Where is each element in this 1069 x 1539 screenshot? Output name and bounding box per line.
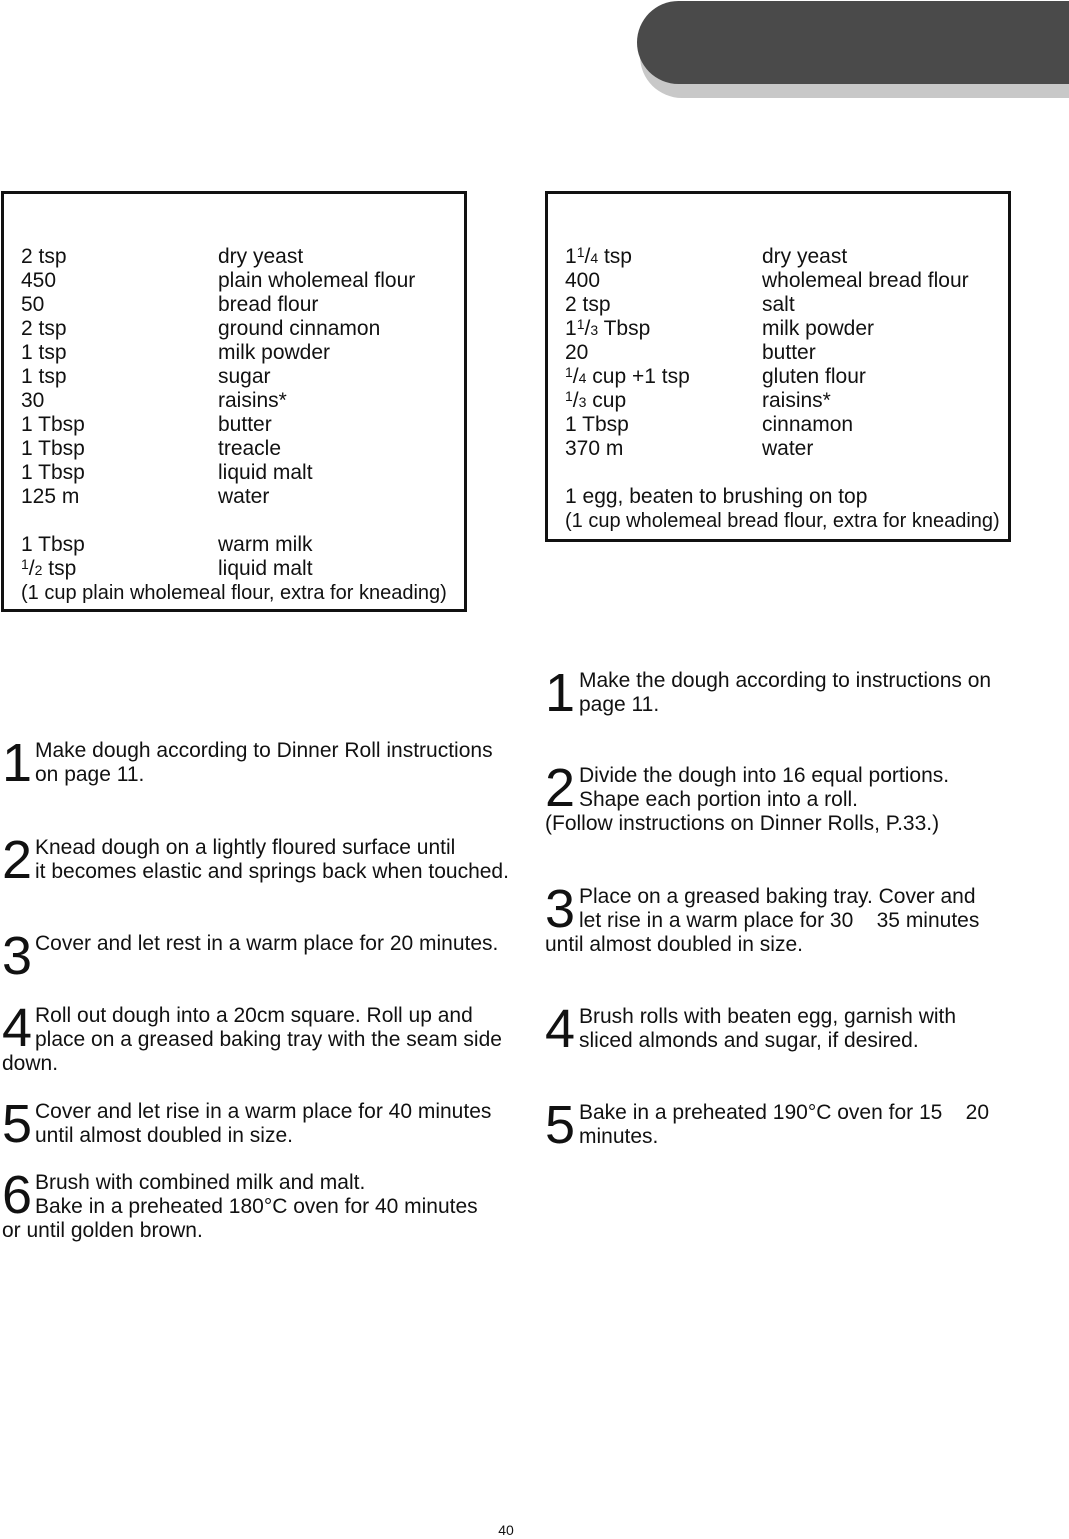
right-step-4 [545, 999, 1045, 1059]
step-text-line: (Follow instructions on Dinner Rolls, P.33.) [545, 812, 940, 835]
fraction-denominator: 4 [590, 250, 599, 266]
left-ingredient-box [1, 191, 467, 612]
quantity-text: 1 Tbsp [21, 437, 85, 460]
right-step-1 [545, 663, 1045, 723]
ingredient-quantity [565, 413, 629, 437]
ingredient-name: plain wholemeal flour [218, 269, 416, 292]
step-number: 3 [545, 879, 576, 939]
ingredient-row [21, 245, 461, 269]
ingredient-extra-line: 1 egg, beaten to brushing on top [565, 485, 868, 508]
right-ingredient-box [545, 191, 1011, 542]
step-text-line: on page 11. [35, 763, 145, 786]
step-text-line: Bake in a preheated 180°C oven for 40 minutes [35, 1195, 478, 1218]
quantity-text: cup +1 tsp [586, 365, 690, 388]
step-number: 2 [545, 758, 576, 818]
blank-row [21, 509, 461, 533]
step-number: 1 [545, 663, 576, 723]
left-ingredient-rows [21, 245, 461, 581]
right-ingredient-list [565, 245, 1005, 533]
ingredient-quantity [565, 245, 632, 270]
ingredient-quantity [21, 413, 85, 437]
quantity-text: 1 tsp [21, 341, 67, 364]
step-text-line: Bake in a preheated 190°C oven for 15 20 [579, 1101, 990, 1124]
quantity-text: 1 Tbsp [21, 533, 85, 556]
quantity-text: 1 [565, 245, 577, 268]
step-text-line: Shape each portion into a roll. [579, 788, 859, 811]
quantity-text: 1 [565, 317, 577, 340]
ingredient-row [21, 461, 461, 485]
quantity-text: 370 m [565, 437, 624, 460]
step-text-line: minutes. [579, 1125, 659, 1148]
ingredient-row [21, 341, 461, 365]
ingredient-name: treacle [218, 437, 282, 460]
ingredient-row [565, 365, 1005, 389]
step-text-line: sliced almonds and sugar, if desired. [579, 1029, 919, 1052]
step-text-line: Cover and let rise in a warm place for 40 minutes [35, 1100, 492, 1123]
ingredient-quantity [21, 341, 67, 365]
quantity-text: tsp [42, 557, 77, 580]
ingredient-quantity [21, 461, 85, 485]
quantity-text: / [572, 365, 579, 388]
ingredient-note: (1 cup plain wholemeal flour, extra for kneading) [21, 582, 447, 604]
ingredient-row [21, 533, 461, 557]
ingredient-name: milk powder [762, 317, 875, 340]
step-text-line: or until golden brown. [2, 1219, 203, 1242]
ingredient-quantity [21, 365, 67, 389]
ingredient-name: liquid malt [218, 461, 313, 484]
ingredient-row [565, 245, 1005, 269]
ingredient-name: wholemeal bread flour [762, 269, 969, 292]
ingredient-name: cinnamon [762, 413, 854, 436]
ingredient-quantity [565, 389, 626, 414]
ingredient-row [565, 341, 1005, 365]
fraction-numerator: 1 [21, 556, 29, 572]
ingredient-quantity [565, 269, 600, 293]
quantity-text: 1 tsp [21, 365, 67, 388]
ingredient-row [565, 269, 1005, 293]
ingredient-quantity [21, 293, 44, 317]
quantity-text: cup [586, 389, 627, 412]
ingredient-name: bread flour [218, 293, 319, 316]
ingredient-name: butter [762, 341, 816, 364]
quantity-text: 2 tsp [21, 317, 67, 340]
ingredient-quantity [565, 365, 690, 390]
step-text-line: down. [2, 1052, 59, 1075]
quantity-text: / [28, 557, 35, 580]
quantity-text: / [584, 317, 591, 340]
step-text-line: it becomes elastic and springs back when touched. [35, 860, 509, 883]
ingredient-name: salt [762, 293, 795, 316]
ingredient-row [565, 317, 1005, 341]
left-step-3 [2, 926, 522, 986]
ingredient-note: (1 cup wholemeal bread flour, extra for kneading) [565, 510, 1000, 532]
ingredient-name: dry yeast [218, 245, 304, 268]
ingredient-quantity [21, 389, 44, 413]
header-tab [637, 1, 1069, 84]
quantity-text: / [584, 245, 591, 268]
ingredient-name: raisins* [218, 389, 287, 412]
ingredient-row [21, 365, 461, 389]
ingredient-quantity [21, 533, 85, 557]
step-text-line: Brush with combined milk and malt. [35, 1171, 366, 1194]
fraction-numerator: 1 [576, 316, 585, 332]
step-text-line: Roll out dough into a 20cm square. Roll up and [35, 1004, 473, 1027]
quantity-text: 50 [21, 293, 45, 316]
ingredient-quantity [565, 341, 588, 365]
ingredient-name: liquid malt [218, 557, 313, 580]
step-text-line: let rise in a warm place for 30 35 minutes [579, 909, 980, 932]
quantity-text: 2 tsp [21, 245, 67, 268]
left-step-4 [2, 998, 522, 1076]
ingredient-row [565, 389, 1005, 413]
quantity-text: tsp [598, 245, 632, 268]
step-text-line: Make the dough according to instructions on [579, 669, 992, 692]
right-step-2 [545, 758, 1045, 836]
step-number: 3 [2, 926, 33, 986]
ingredient-name: raisins* [762, 389, 831, 412]
fraction-numerator: 1 [576, 244, 585, 260]
ingredient-row [21, 317, 461, 341]
ingredient-row [565, 413, 1005, 437]
ingredient-name: dry yeast [762, 245, 848, 268]
ingredient-name: water [762, 437, 814, 460]
quantity-text: 20 [565, 341, 589, 364]
fraction-denominator: 3 [578, 394, 587, 410]
step-text-line: place on a greased baking tray with the seam side [35, 1028, 502, 1051]
right-step-3 [545, 879, 1045, 957]
ingredient-name: gluten flour [762, 365, 866, 388]
fraction-denominator: 4 [578, 370, 587, 386]
quantity-text: 450 [21, 269, 57, 292]
ingredient-name: warm milk [218, 533, 313, 556]
ingredient-row [21, 293, 461, 317]
ingredient-quantity [21, 485, 79, 509]
step-number: 4 [2, 998, 33, 1058]
step-number: 4 [545, 999, 576, 1059]
ingredient-row [21, 269, 461, 293]
fraction-numerator: 1 [565, 388, 573, 404]
quantity-text: Tbsp [598, 317, 651, 340]
quantity-text: 30 [21, 389, 45, 412]
ingredient-row [21, 437, 461, 461]
ingredient-quantity [565, 437, 623, 461]
right-step-5 [545, 1095, 1045, 1155]
step-text-line: Brush rolls with beaten egg, garnish with [579, 1005, 957, 1028]
step-text-line: page 11. [579, 693, 660, 716]
left-step-2 [2, 830, 522, 890]
ingredient-row [21, 413, 461, 437]
step-number: 5 [2, 1094, 33, 1154]
ingredient-row [565, 293, 1005, 317]
quantity-text: 2 tsp [565, 293, 611, 316]
quantity-text: / [572, 389, 579, 412]
step-number: 2 [2, 830, 33, 890]
quantity-text: 1 Tbsp [21, 413, 85, 436]
blank-row [565, 461, 1005, 485]
step-text-line: until almost doubled in size. [545, 933, 803, 956]
left-step-5 [2, 1094, 522, 1154]
ingredient-name: ground cinnamon [218, 317, 381, 340]
step-text-line: Place on a greased baking tray. Cover and [579, 885, 976, 908]
ingredient-quantity [565, 293, 611, 317]
ingredient-quantity [21, 245, 67, 269]
left-step-1 [2, 733, 522, 793]
ingredient-row [21, 557, 461, 581]
step-number: 1 [2, 733, 33, 793]
quantity-text: 400 [565, 269, 601, 292]
fraction-denominator: 2 [34, 562, 43, 578]
ingredient-row [21, 485, 461, 509]
step-number: 5 [545, 1095, 576, 1155]
ingredient-quantity [21, 269, 56, 293]
step-text-line: Divide the dough into 16 equal portions. [579, 764, 950, 787]
right-ingredient-rows [565, 245, 1005, 485]
ingredient-quantity [21, 317, 67, 341]
fraction-denominator: 3 [590, 322, 599, 338]
quantity-text: 1 Tbsp [565, 413, 629, 436]
step-text-line: Knead dough on a lightly floured surface until [35, 836, 456, 859]
left-ingredient-list [21, 245, 461, 605]
left-step-6 [2, 1165, 522, 1243]
fraction-numerator: 1 [565, 364, 573, 380]
quantity-text: 1 Tbsp [21, 461, 85, 484]
step-text-line: Make dough according to Dinner Roll instructions [35, 739, 493, 762]
ingredient-row [565, 437, 1005, 461]
step-number: 6 [2, 1165, 33, 1225]
step-text-line: Cover and let rest in a warm place for 20 minutes. [35, 932, 499, 955]
page-number: 40 [498, 1522, 514, 1538]
ingredient-name: milk powder [218, 341, 331, 364]
ingredient-name: water [218, 485, 270, 508]
ingredient-quantity [565, 317, 650, 342]
quantity-text: 125 m [21, 485, 80, 508]
ingredient-name: sugar [218, 365, 271, 388]
ingredient-quantity [21, 557, 76, 582]
ingredient-row [21, 389, 461, 413]
step-text-line: until almost doubled in size. [35, 1124, 293, 1147]
ingredient-quantity [21, 437, 85, 461]
ingredient-name: butter [218, 413, 272, 436]
